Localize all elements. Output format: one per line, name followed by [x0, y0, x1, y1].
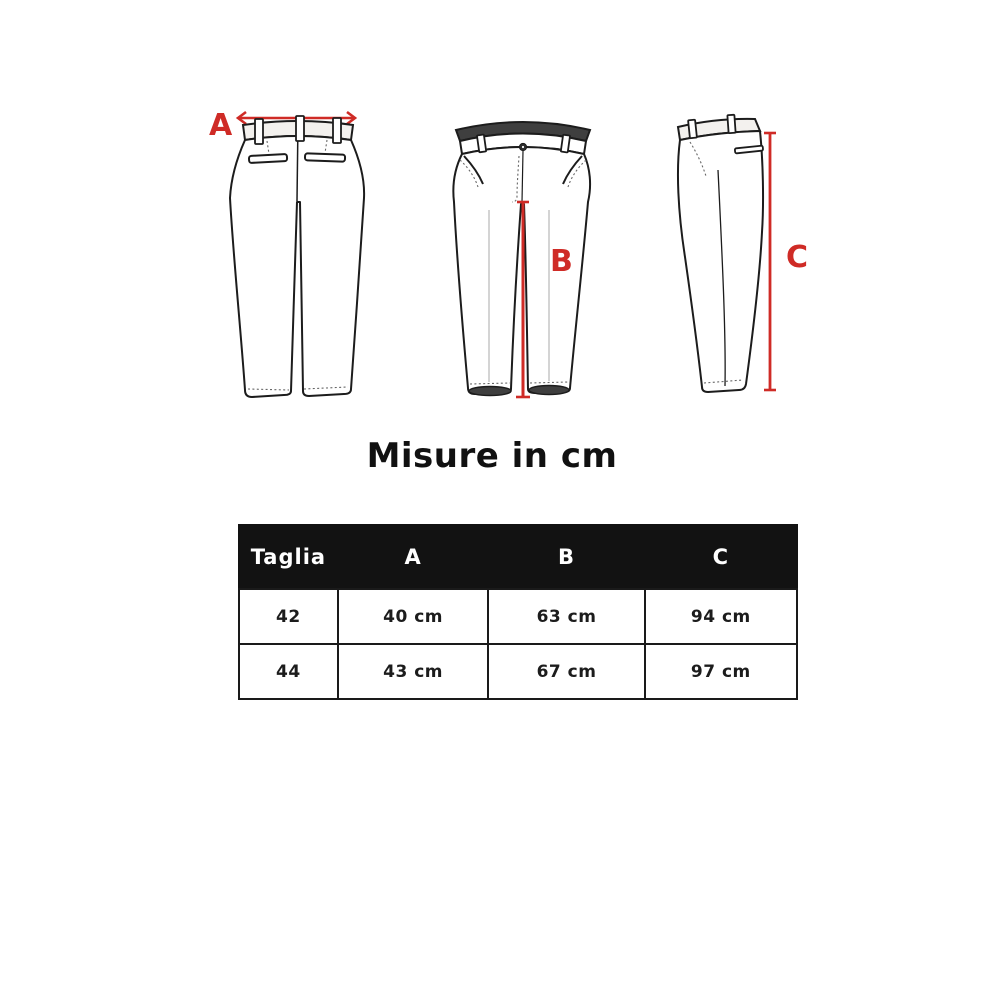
side-body-outline	[678, 131, 763, 392]
header-measure-c: C	[645, 525, 797, 589]
pants-side-view-drawing	[668, 110, 813, 410]
size-44-taglia: 44	[239, 644, 338, 699]
pants-front-view-drawing	[447, 110, 599, 410]
size-42-measure-c: 94 cm	[645, 589, 797, 644]
size-42-measure-a: 40 cm	[338, 589, 489, 644]
size-table-header-row	[239, 525, 797, 589]
header-measure-a: A	[338, 525, 489, 589]
size-44-measure-c: 97 cm	[645, 644, 797, 699]
header-taglia: Taglia	[239, 525, 338, 589]
front-hem-right	[529, 386, 569, 395]
size-table	[238, 524, 798, 700]
size-44-measure-a: 43 cm	[338, 644, 489, 699]
back-pocket-left	[249, 154, 287, 163]
back-pocket-right	[305, 153, 345, 161]
size-44-measure-b: 67 cm	[488, 644, 644, 699]
header-measure-b: B	[488, 525, 644, 589]
size-row-44	[239, 644, 797, 699]
size-row-42	[239, 589, 797, 644]
measure-c-line	[764, 133, 776, 390]
size-table-container	[238, 524, 798, 700]
size-42-measure-b: 63 cm	[488, 589, 644, 644]
front-hem-left	[469, 387, 511, 396]
pants-back-view-drawing	[203, 98, 373, 413]
measure-a-label: A	[209, 108, 233, 143]
size-42-taglia: 42	[239, 589, 338, 644]
page-title: Misure in cm	[366, 436, 618, 476]
measure-c-label: C	[786, 240, 809, 275]
measure-b-label: B	[550, 244, 573, 279]
waistband-button	[519, 143, 526, 150]
